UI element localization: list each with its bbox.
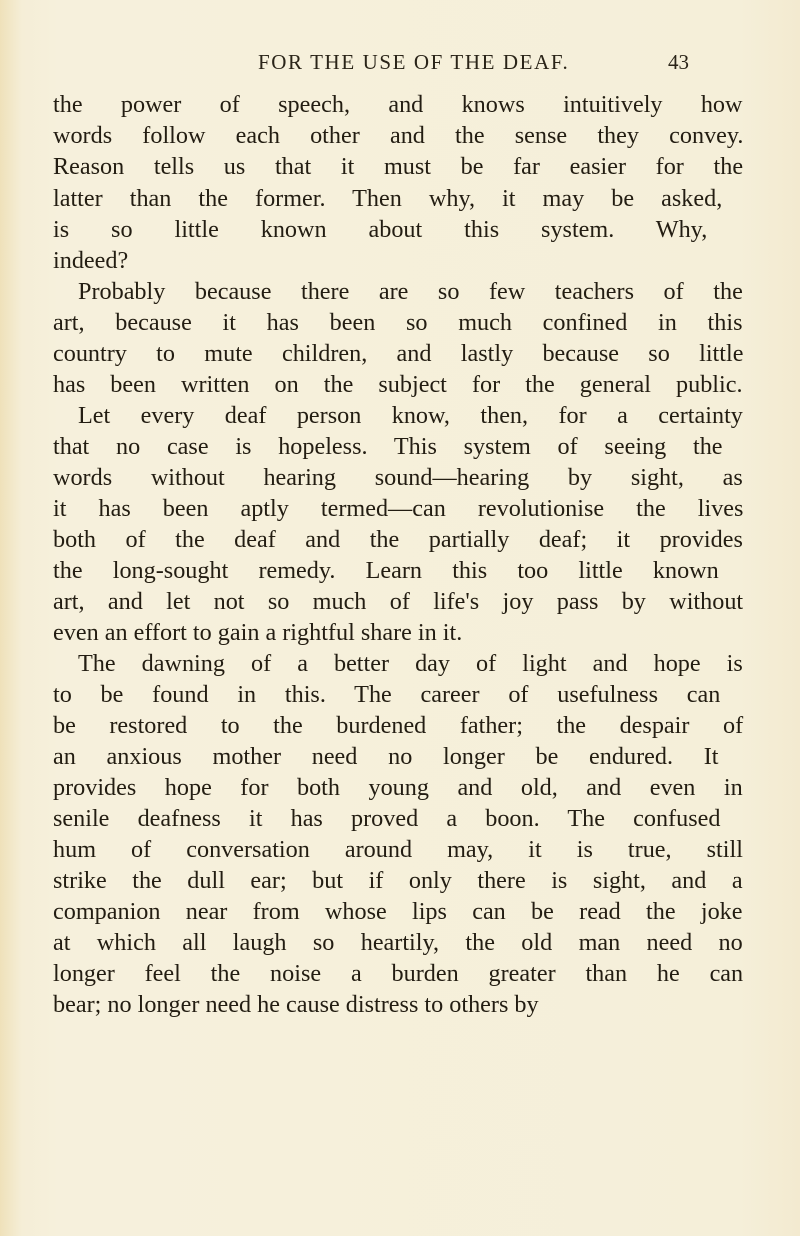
running-head	[0, 50, 800, 80]
text-line: it has been aptly termed—can revolutionise the lives	[53, 495, 744, 522]
paragraph-first-line: Let every deaf person know, then, for a certainty	[78, 402, 743, 429]
text-line: be restored to the burdened father; the despair of	[53, 712, 744, 739]
text-line: companion near from whose lips can be read the joke	[53, 898, 743, 925]
text-line: an anxious mother need no longer be endured. It	[53, 743, 719, 770]
text-line: bear; no longer need he cause distress to others by	[53, 991, 539, 1018]
paragraph-first-line: Probably because there are so few teachers of the	[78, 278, 743, 305]
text-line: Reason tells us that it must be far easier for the	[53, 153, 744, 180]
text-line: the long-sought remedy. Learn this too little known	[53, 557, 719, 584]
text-line: longer feel the noise a burden greater than he can	[53, 960, 744, 987]
page-number: 43	[668, 50, 689, 74]
running-head-title: FOR THE USE OF THE DEAF.	[258, 50, 570, 74]
text-line: strike the dull ear; but if only there is sight, and a	[53, 867, 743, 894]
text-line: art, because it has been so much confined in this	[53, 309, 743, 336]
text-line: hum of conversation around may, it is true, still	[53, 836, 743, 863]
text-line: country to mute children, and lastly because so little	[53, 340, 744, 367]
text-line: latter than the former. Then why, it may be asked,	[53, 185, 723, 212]
paragraph-first-line: The dawning of a better day of light and hope is	[78, 650, 743, 677]
text-line: at which all laugh so heartily, the old man need no	[53, 929, 743, 956]
text-line: words follow each other and the sense they convey.	[53, 122, 744, 149]
text-line: the power of speech, and knows intuitively how	[53, 91, 743, 118]
text-line: words without hearing sound—hearing by sight, as	[53, 464, 743, 491]
text-line: senile deafness it has proved a boon. The confused	[53, 805, 721, 832]
text-line: to be found in this. The career of usefulness can	[53, 681, 721, 708]
text-line: even an effort to gain a rightful share in it.	[53, 619, 463, 646]
text-line: art, and let not so much of life's joy pass by without	[53, 588, 744, 615]
text-line: is so little known about this system. Why,	[53, 216, 708, 243]
text-line: indeed?	[53, 247, 129, 274]
text-line: both of the deaf and the partially deaf; it provides	[53, 526, 743, 553]
text-line: provides hope for both young and old, and even in	[53, 774, 743, 801]
text-line: has been written on the subject for the general public.	[53, 371, 743, 398]
text-line: that no case is hopeless. This system of seeing the	[53, 433, 723, 460]
